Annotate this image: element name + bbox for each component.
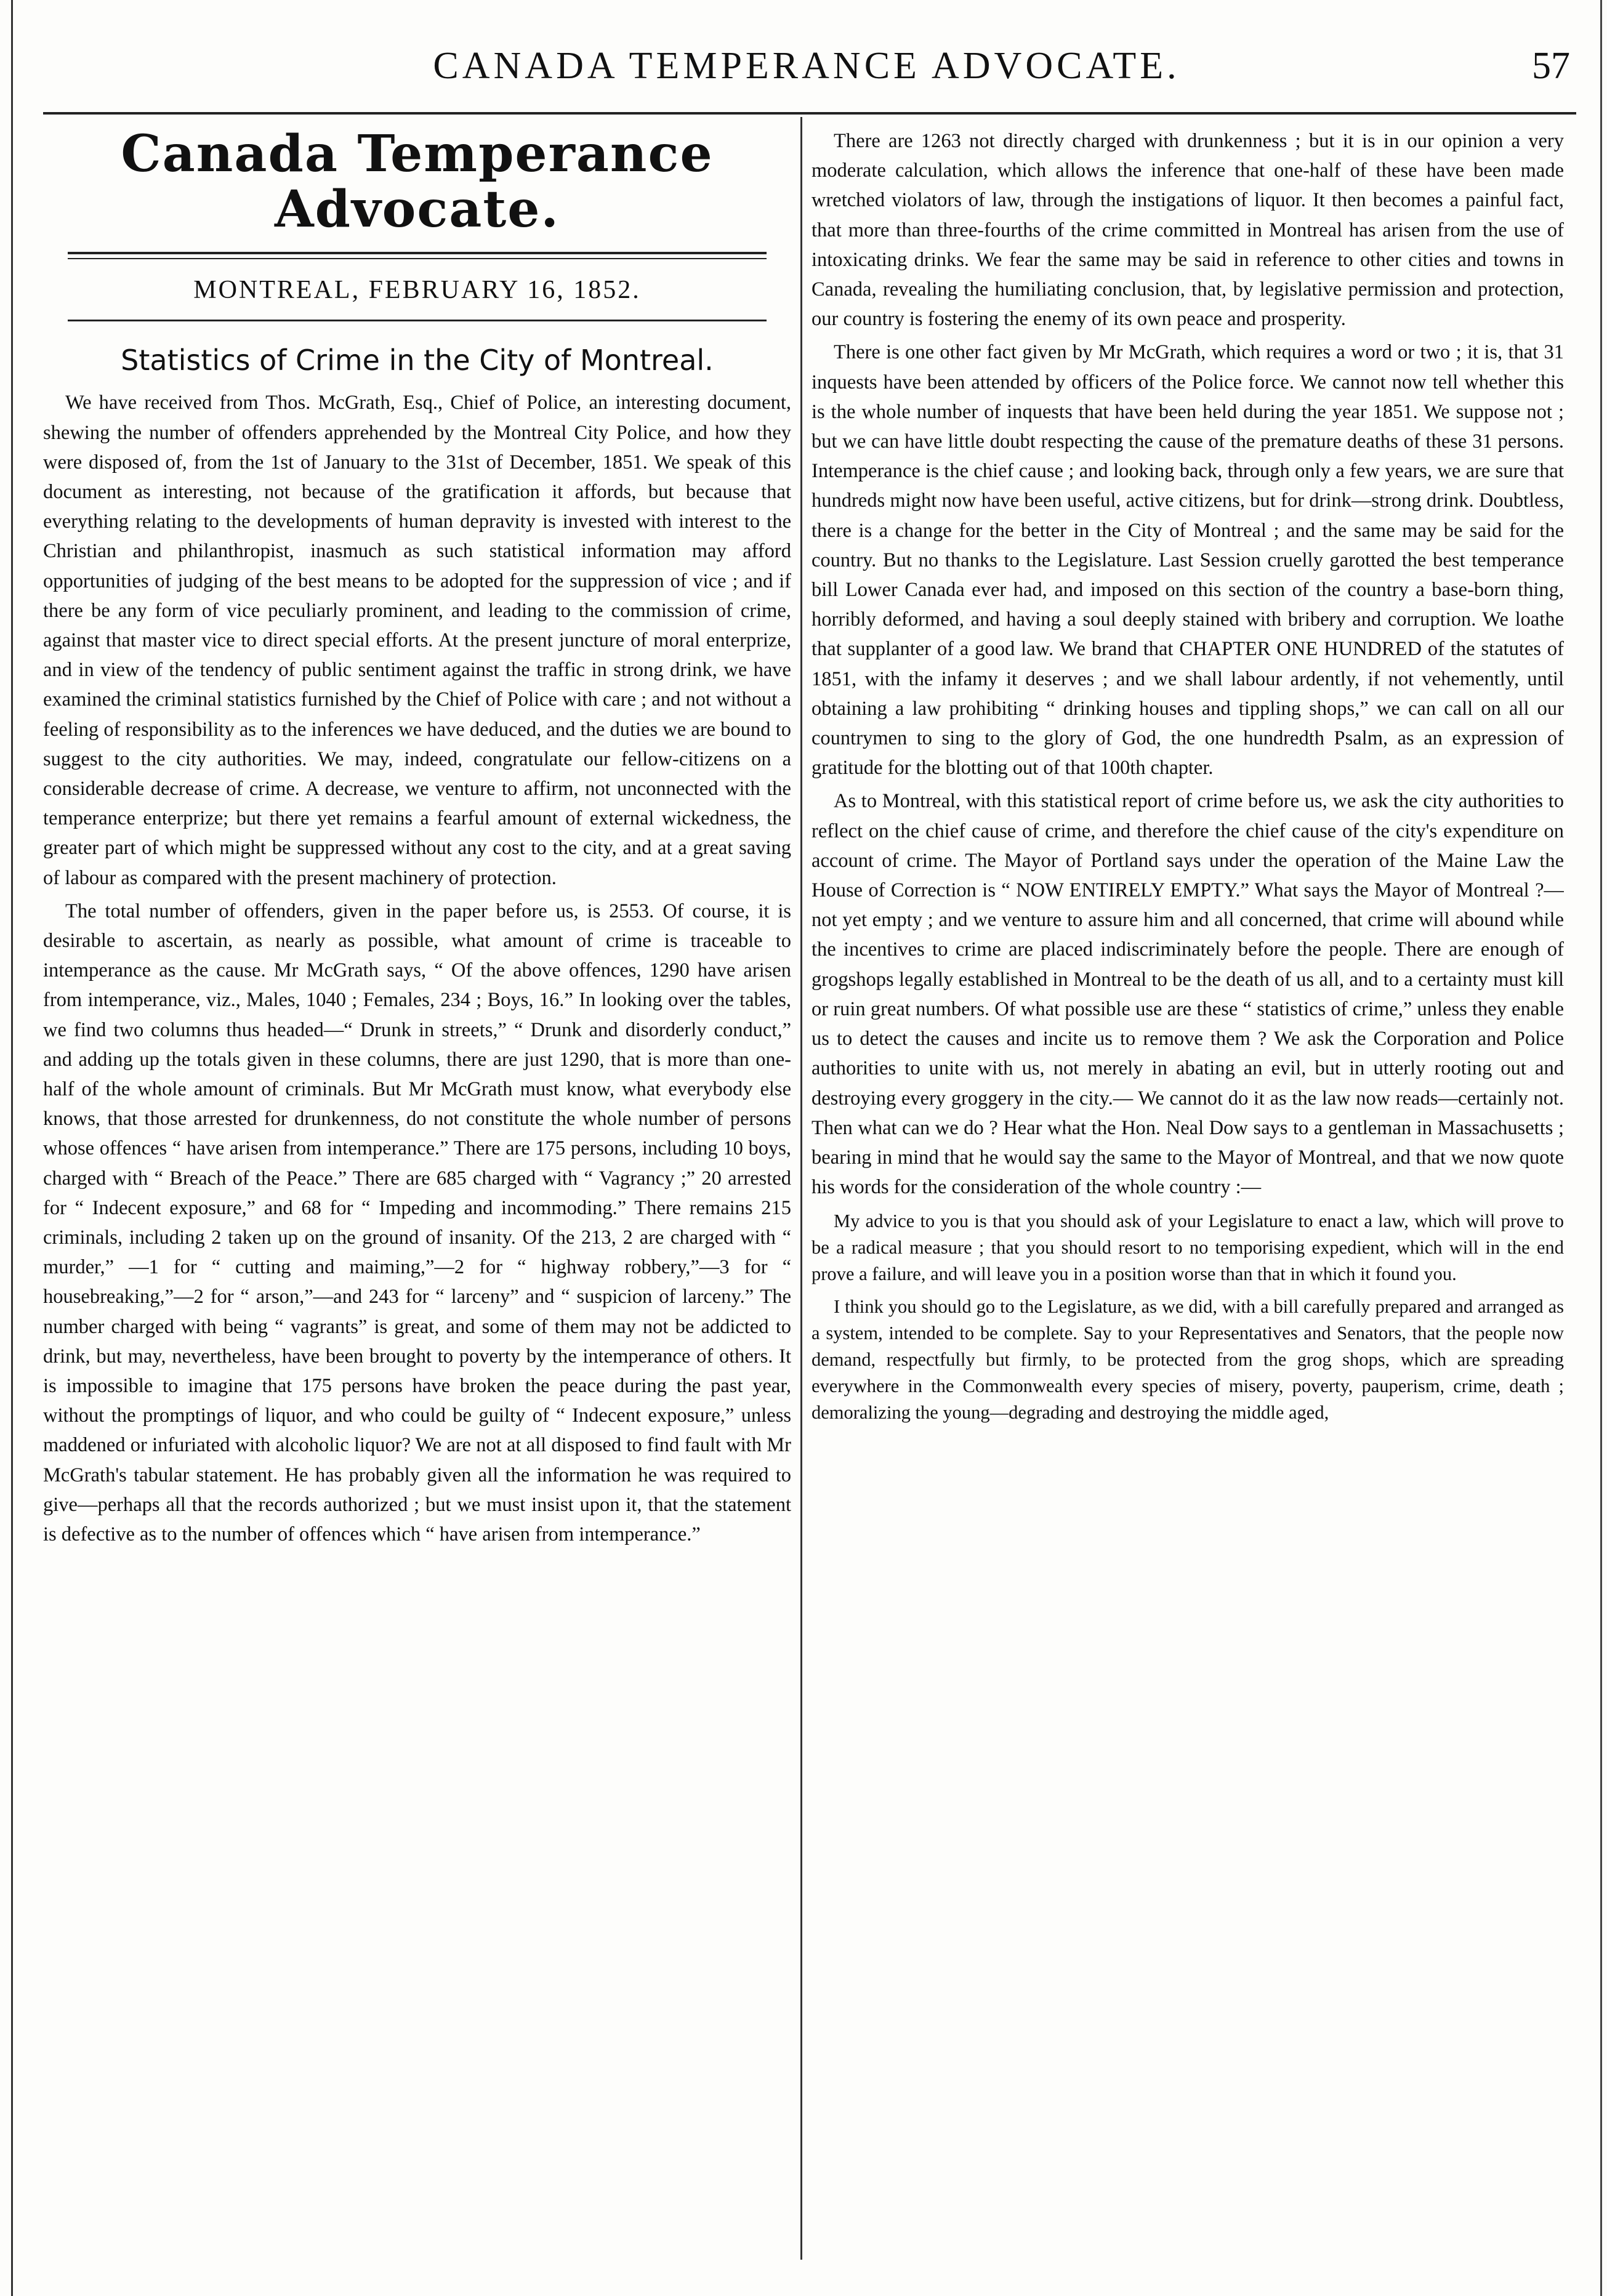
article-paragraph: There are 1263 not directly charged with drunkenness ; but it is in our opinion a very moderate calculation, which allows the inference that one-half of these have been made wretched violators of law, through the instigations of liquor. It then becomes a painful fact, that more than three-fourths of the crime committed in Montreal has arisen from the use of intoxicating drinks. We fear the same may be said in reference to other cities and towns in Canada, revealing the humiliating conclusion, that, by legislative permission and protection, our country is fostering the enemy of its own peace and prosperity. <box>812 130 1564 331</box>
dateline: MONTREAL, FEBRUARY 16, 1852. <box>193 276 641 305</box>
masthead: Canada Temperance Advocate. <box>121 126 714 240</box>
article-paragraph: There is one other fact given by Mr McGrath, which requires a word or two ; it is, that 31 inquests have been attended by officers of the Police force. We cannot now tell whether this is the whole number of inquests that have been held during the year 1851. We suppose not ; but we can have little doubt respecting the cause of the premature deaths of these 31 persons. Intemperance is the chief cause ; and looking back, through only a few years, we are sure that hundreds might now have been useful, active citizens, but for drink—strong drink. Doubtless, there is a change for the better in the City of Montreal ; and the same may be said for the country. But no thanks to the Legislature. Last Session cruelly garotted the best temperance bill Lower Canada ever had, and imposed on this section of the country a base-born thing, horribly deformed, and having a soul deeply stained with bribery and corruption. We loathe that supplanter of a good law. We brand that CHAPTER ONE HUNDRED of the statutes of 1851, with the infamy it deserves ; and we shall labour ardently, if not vehemently, until obtaining a law prohibiting “ drinking houses and tippling shops,” we can call on all our countrymen to sing to the glory of God, the one hundredth Psalm, as an expression of gratitude for the blotting out of that 100th chapter. <box>812 341 1564 779</box>
column-rule <box>800 117 802 2260</box>
masthead-rule <box>68 252 767 259</box>
page-number: 57 <box>1532 45 1570 87</box>
quoted-paragraph: I think you should go to the Legislature, as we did, with a bill carefully prepared and arranged as a system, intended to be complete. Say to your Representatives and Senators, that the people now demand, respectfully but firmly, to be protected from the grog shops, which are spreading everywhere in the Commonwealth every species of misery, poverty, pauperism, crime, death ; demoralizing the young—degrading and destroying the middle aged, <box>812 1296 1564 1424</box>
quoted-paragraph: My advice to you is that you should ask of your Legislature to enact a law, which will prove to be a radical measure ; that you should resort to no temporising expedient, which will in the end prove a failure, and will leave you in a position worse than that in which it found you. <box>812 1210 1564 1285</box>
article-paragraph: We have received from Thos. McGrath, Esq., Chief of Police, an interesting document, shewing the number of offenders apprehended by the Montreal City Police, and how they were disposed of, from the 1st of January to the 31st of December, 1851. We speak of this document as interesting, not because of the gratification it affords, but because that everything relating to the developments of human depravity is invested with interest to the Christian and philanthropist, inasmuch as such statistical information may afford opportunities of judging of the best means to be adopted for the suppression of vice ; and if there be any form of vice peculiarly prominent, and leading to the commission of crime, against that master vice to direct special efforts. At the present juncture of moral enterprize, and in view of the tendency of public sentiment against the traffic in strong drink, we have examined the criminal statistics furnished by the Chief of Police with care ; and not without a feeling of responsibility as to the inferences we have deduced, and the duties we are bound to suggest to the city authorities. We may, indeed, congratulate our fellow-citizens on a considerable decrease of crime. A decrease, we venture to affirm, not unconnected with the temperance enterprize; but there yet remains a fearful amount of external wickedness, the greater part of which might be suppressed without any cost to the city, and at a great saving of labour as compared with the present machinery of protection. <box>43 392 791 889</box>
left-column <box>43 126 791 2263</box>
header-rule <box>43 112 1576 115</box>
article-paragraph: The total number of offenders, given in the paper before us, is 2553. Of course, it is desirable to ascertain, as nearly as possible, what amount of crime is traceable to intemperance as the cause. Mr McGrath says, “ Of the above offences, 1290 have arisen from intemperance, viz., Males, 1040 ; Females, 234 ; Boys, 16.” In looking over the tables, we find two columns thus headed—“ Drunk in streets,” “ Drunk and disorderly conduct,” and adding up the totals given in these columns, there are just 1290, that is more than one-half of the whole amount of criminals. But Mr McGrath must know, what everybody else knows, that those arrested for drunkenness, do not constitute the whole number of persons whose offences “ have arisen from intemperance.” There are 175 persons, including 10 boys, charged with “ Breach of the Peace.” There are 685 charged with “ Vagrancy ;” 20 arrested for “ Indecent exposure,” and 68 for “ Impeding and incommoding.” There remains 215 criminals, including 2 taken up on the ground of insanity. Of the 213, 2 are charged with “ murder,” —1 for “ cutting and maiming,”—2 for “ highway robbery,”—3 for “ housebreaking,”—2 for “ arson,”—and 243 for “ larceny” and “ suspicion of larceny.” The number charged with being “ vagrants” is great, and some of them may not be addicted to drink, but may, nevertheless, have been brought to poverty by the intemperance of others. It is impossible to imagine that 175 persons have broken the peace during the past year, without the promptings of liquor, and who could be guilty of “ Indecent exposure,” unless maddened or infuriated with alcoholic liquor? We are not at all disposed to find fault with Mr McGrath's tabular statement. He has probably given all the information he was required to give—perhaps all that the records authorized ; but we must insist upon it, that the statement is defective as to the number of offences which “ have arisen from intemperance.” <box>43 900 791 1546</box>
page-left-edge <box>11 0 13 2296</box>
dateline-rule <box>68 320 767 321</box>
running-head <box>43 44 1570 103</box>
page-right-edge <box>1600 0 1602 2296</box>
article-title: Statistics of Crime in the City of Montreal. <box>121 344 714 377</box>
right-column <box>812 126 1564 2263</box>
article-paragraph: As to Montreal, with this statistical report of crime before us, we ask the city authorities to reflect on the chief cause of crime, and therefore the chief cause of the city's expenditure on account of crime. The Mayor of Portland says under the operation of the Maine Law the House of Correction is “ NOW ENTIRELY EMPTY.” What says the Mayor of Montreal ?—not yet empty ; and we venture to assure him and all concerned, that crime will abound while the incentives to crime are placed indiscriminately before the people. There are enough of grogshops legally established in Montreal to be the death of us all, and to a certainty must kill or ruin great numbers. Of what possible use are these “ statistics of crime,” unless they enable us to detect the causes and incite us to remove them ? We ask the Corporation and Police authorities to unite with us, not merely in abating an evil, but in utterly rooting out and destroying every groggery in the city.— We cannot do it as the law now reads—certainly not. Then what can we do ? Hear what the Hon. Neal Dow says to a gentleman in Massachusetts ; bearing in mind that he would say the same to the Mayor of Montreal, and that we now quote his words for the consideration of the whole country :— <box>812 790 1564 1199</box>
running-title: CANADA TEMPERANCE ADVOCATE. <box>433 45 1180 87</box>
